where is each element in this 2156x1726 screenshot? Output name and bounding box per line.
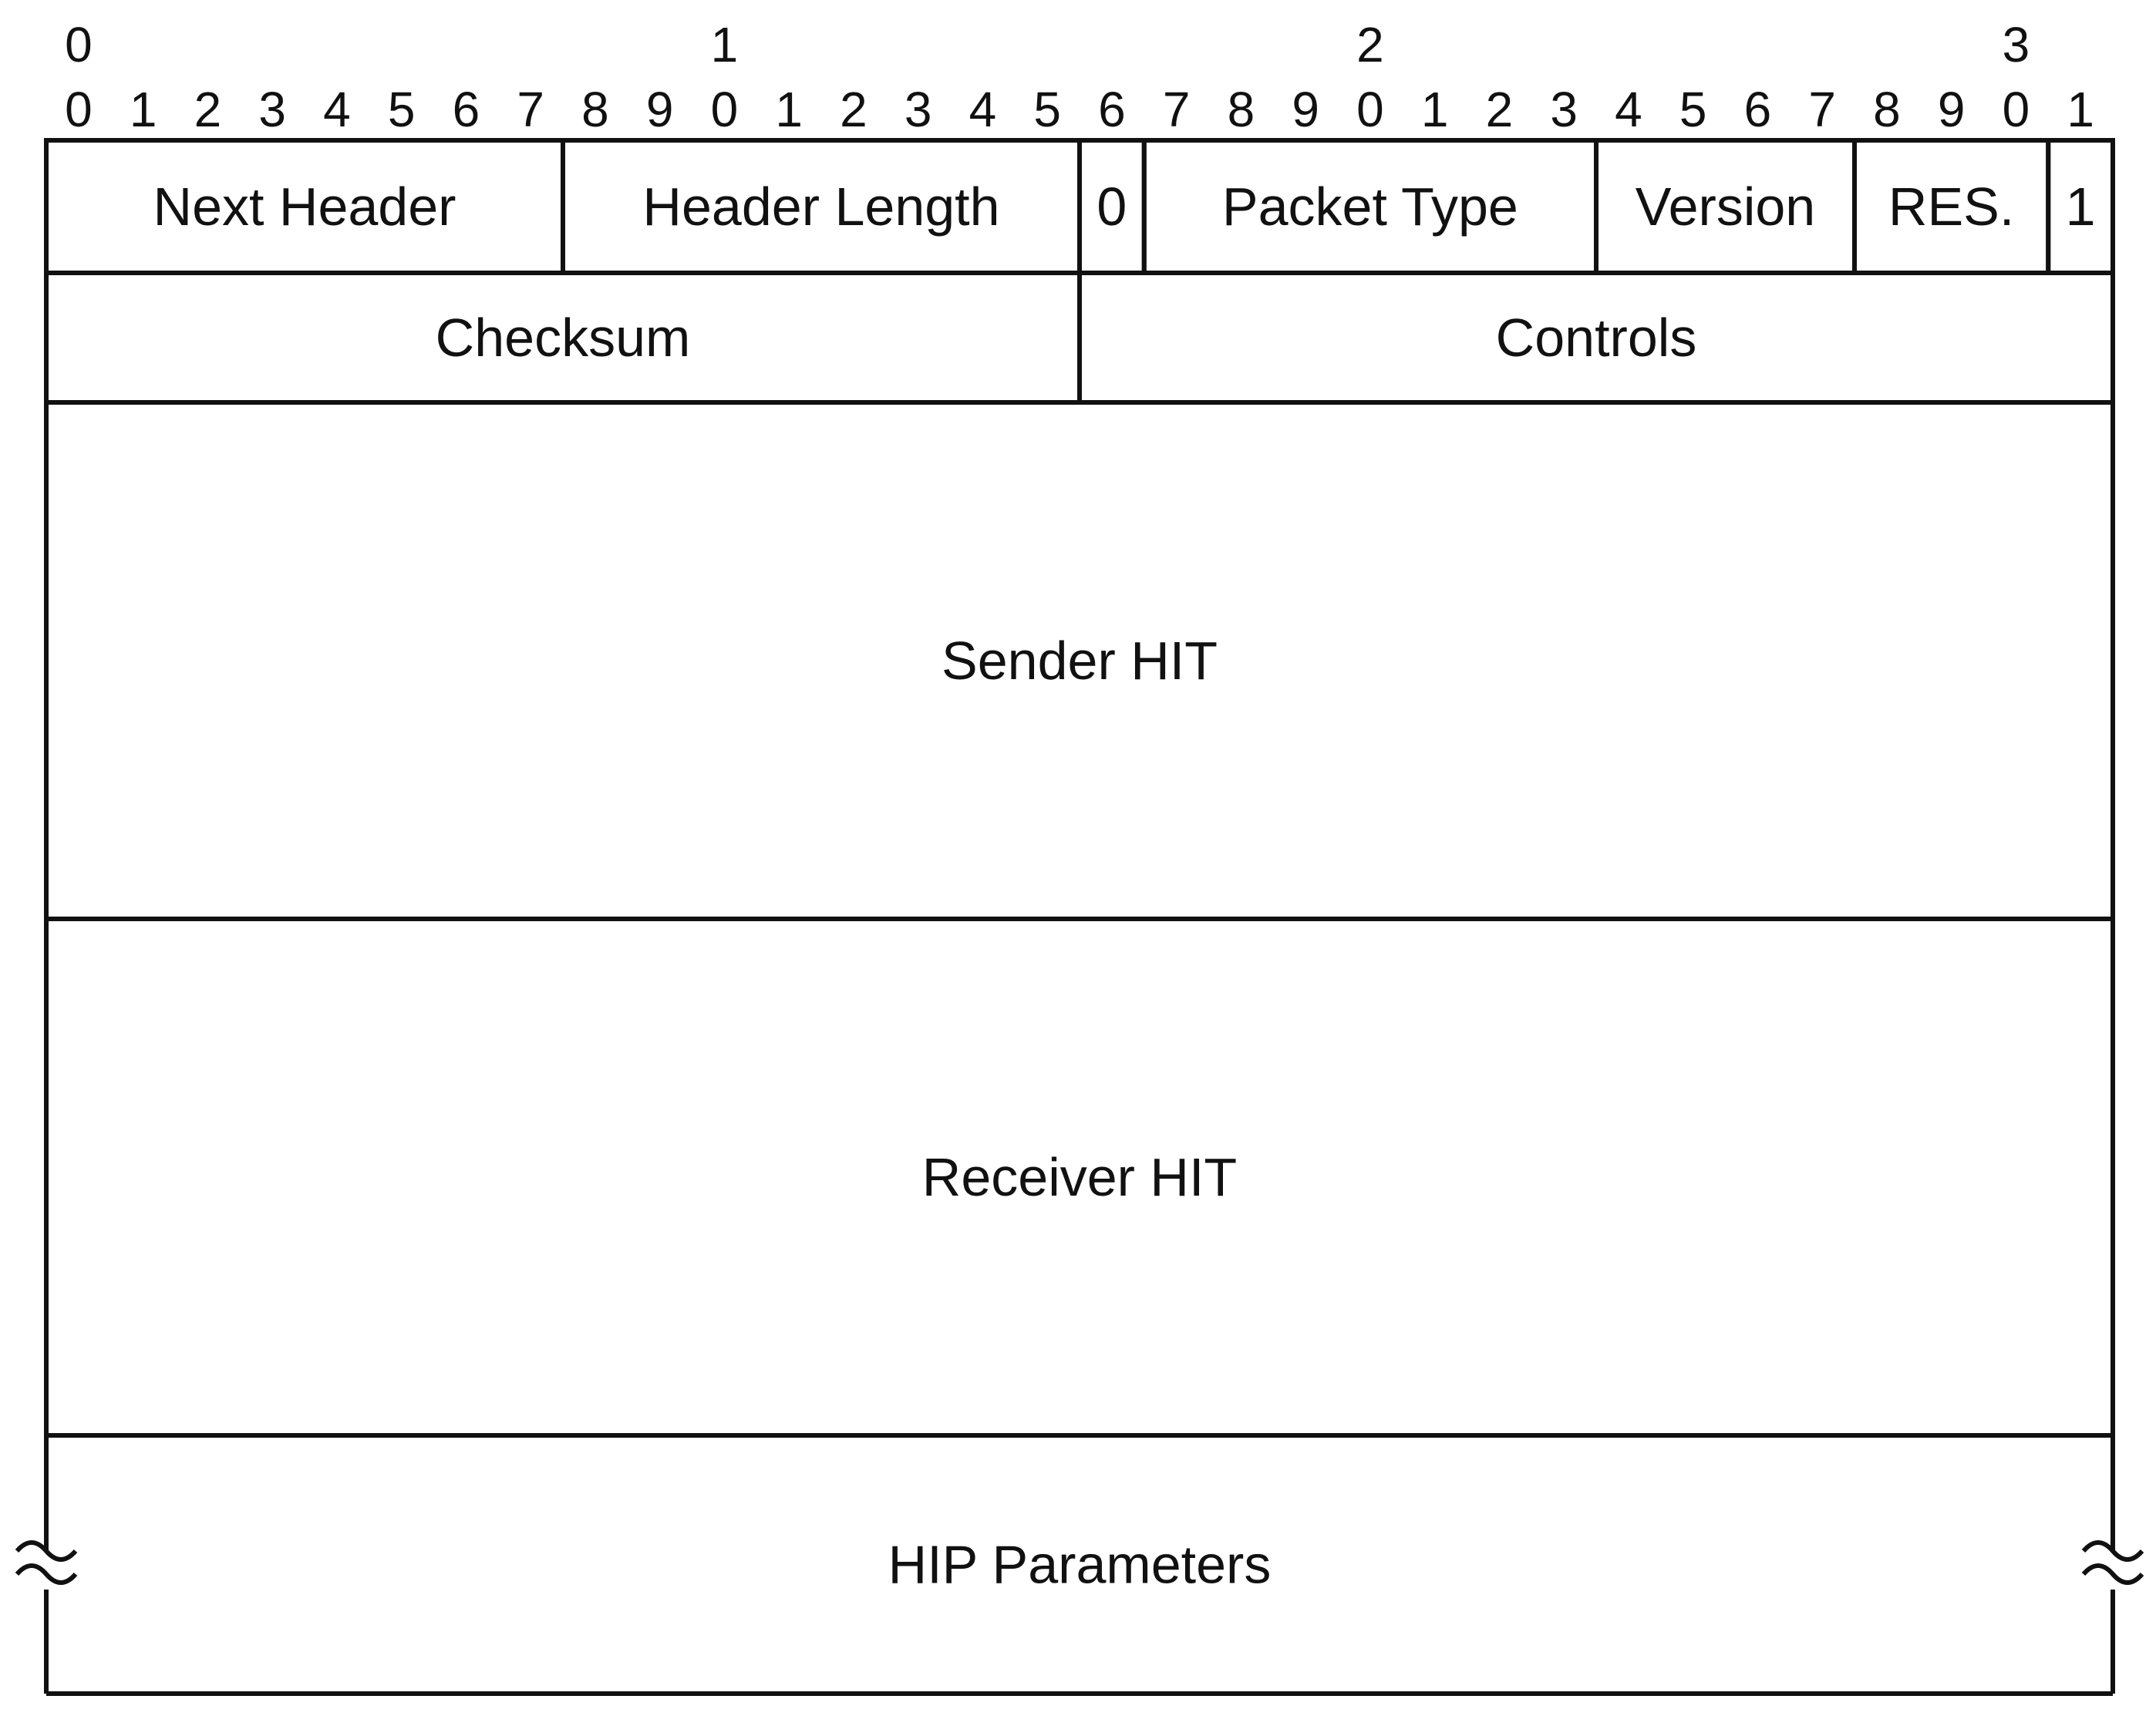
bit-ruler-ones-digit: 3	[904, 82, 932, 137]
bit-ruler-ones-digit: 7	[1808, 82, 1836, 137]
bit-ruler-ones-digit: 8	[1873, 82, 1901, 137]
bit-ruler-ones-digit: 4	[1615, 82, 1642, 137]
variable-length-break-icon	[2084, 1566, 2142, 1583]
bit-ruler-ones-digit: 0	[1356, 82, 1384, 137]
header-row	[46, 140, 2113, 273]
field-label-receiver-hit: Receiver HIT	[921, 1147, 1238, 1207]
bit-ruler-ones-digit: 3	[1550, 82, 1578, 137]
field-label-zero-bit: 0	[1097, 177, 1127, 237]
bit-ruler-ones-digit: 1	[1420, 82, 1449, 137]
bit-ruler-ones-digit: 0	[710, 82, 739, 137]
variable-length-break-icon	[17, 1566, 76, 1583]
bit-ruler-tens-digit: 0	[65, 17, 93, 72]
bit-ruler-ones-digit: 8	[581, 82, 609, 137]
bit-ruler-tens-digit: 2	[1356, 17, 1384, 72]
bit-ruler-ones-digit: 6	[1098, 82, 1126, 137]
header-row	[46, 273, 2113, 402]
bit-ruler-ones-digit: 2	[840, 82, 867, 137]
bit-ruler-ones-digit: 4	[969, 82, 997, 137]
bit-ruler-ones-digit: 6	[1743, 82, 1772, 137]
field-label-controls: Controls	[1495, 308, 1697, 368]
field-label-reserved: RES.	[1888, 177, 2015, 237]
field-label-checksum: Checksum	[435, 308, 691, 368]
bit-ruler-ones-digit: 8	[1227, 82, 1255, 137]
header-fields	[17, 140, 2142, 1694]
bit-ruler-ones-digit: 6	[452, 82, 480, 137]
bit-ruler-ones-digit: 9	[1292, 82, 1319, 137]
field-label-version: Version	[1635, 177, 1816, 237]
bit-ruler-ones-digit: 1	[2067, 82, 2094, 137]
bit-ruler-ones-digit: 1	[129, 82, 157, 137]
field-label-header-length: Header Length	[642, 177, 1000, 237]
header-row	[46, 919, 2113, 1435]
bit-ruler-tens-digit: 3	[2002, 17, 2030, 72]
header-row	[17, 1435, 2142, 1694]
bit-ruler-ones-digit: 9	[1937, 82, 1966, 137]
field-label-next-header: Next Header	[153, 177, 456, 237]
bit-ruler-ones-digit: 4	[323, 82, 351, 137]
bit-ruler-ones-digit: 2	[1485, 82, 1514, 137]
bit-ruler	[65, 17, 2094, 137]
bit-ruler-ones-digit: 2	[194, 82, 222, 137]
bit-ruler-ones-digit: 0	[2002, 82, 2030, 137]
bit-ruler-ones-digit: 5	[1033, 82, 1061, 137]
field-label-sender-hit: Sender HIT	[942, 631, 1218, 691]
bit-ruler-ones-digit: 9	[645, 82, 674, 137]
field-label-packet-type: Packet Type	[1221, 177, 1518, 237]
field-label-one-bit: 1	[2065, 177, 2096, 237]
bit-ruler-ones-digit: 5	[1679, 82, 1707, 137]
field-label-hip-parameters: HIP Parameters	[888, 1534, 1272, 1595]
bit-ruler-tens-digit: 1	[710, 17, 739, 72]
bit-ruler-ones-digit: 0	[65, 82, 93, 137]
bit-ruler-ones-digit: 7	[1162, 82, 1191, 137]
bit-ruler-ones-digit: 5	[387, 82, 416, 137]
bit-ruler-ones-digit: 3	[258, 82, 286, 137]
header-row	[46, 402, 2113, 919]
bit-ruler-ones-digit: 1	[775, 82, 803, 137]
bit-ruler-ones-digit: 7	[517, 82, 544, 137]
